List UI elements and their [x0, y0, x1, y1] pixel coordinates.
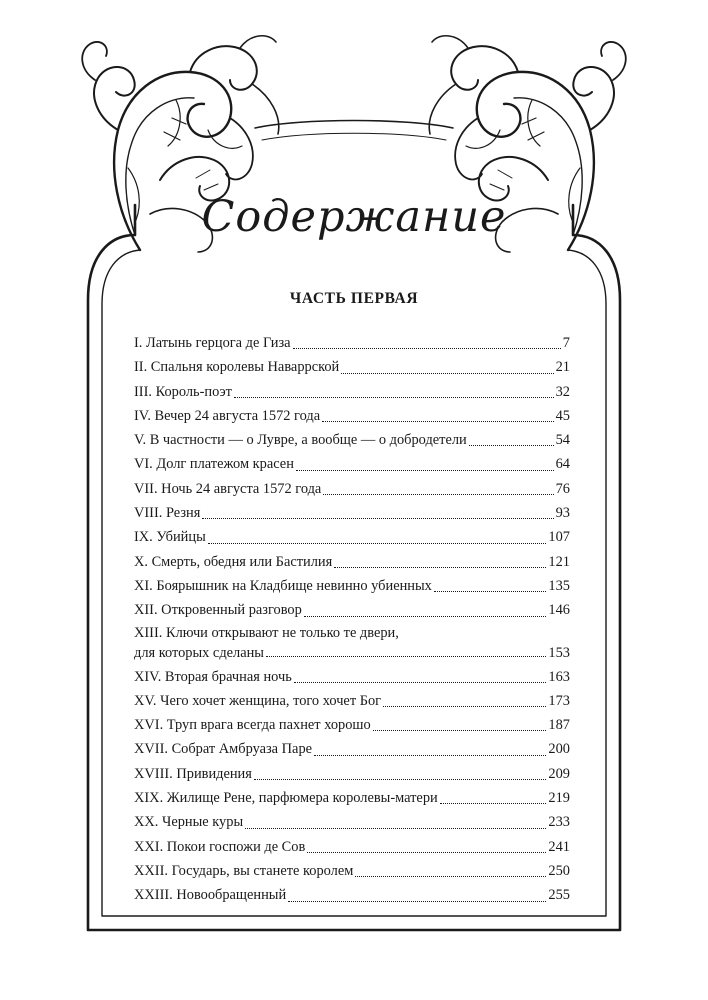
toc-entry-row: [134, 550, 570, 574]
toc-entry: [134, 835, 570, 859]
toc-entry-page-number: 241: [548, 838, 570, 855]
toc-entry-row: [134, 477, 570, 501]
toc-entry: [134, 689, 570, 713]
toc-entry-page-number: 135: [548, 577, 570, 594]
toc-entry-page-number: 54: [555, 432, 570, 449]
dot-leader: [245, 828, 546, 829]
dot-leader: [434, 591, 547, 592]
toc-entry-title: XXII. Государь, вы станете королем: [134, 862, 354, 879]
toc-entry-title: XV. Чего хочет женщина, того хочет Бог: [134, 692, 382, 709]
toc-entry-page-number: 121: [548, 553, 570, 570]
toc-entry-row: [134, 574, 570, 598]
toc-entry-row: [134, 404, 570, 428]
dot-leader: [383, 706, 546, 707]
toc-entry-title: II. Спальня королевы Наваррской: [134, 359, 340, 376]
toc-entry: [134, 380, 570, 404]
dot-leader: [307, 852, 546, 853]
toc-entry: [134, 665, 570, 689]
toc-entry-title: VI. Долг платежом красен: [134, 456, 294, 473]
toc-entry-title: V. В частности — о Лувре, а вообще — о добродетели: [134, 432, 467, 449]
toc-entry: [134, 477, 570, 501]
dot-leader: [234, 397, 554, 398]
toc-entry-row: [134, 737, 570, 761]
toc-entry-row: [134, 598, 570, 622]
toc-entry-page-number: 93: [555, 505, 570, 522]
toc-entry: [134, 574, 570, 598]
dot-leader: [294, 682, 547, 683]
toc-entry-row: [134, 331, 570, 355]
toc-entry-title: VII. Ночь 24 августа 1572 года: [134, 480, 322, 497]
toc-entry-title: VIII. Резня: [134, 505, 201, 522]
toc-entry-page-number: 7: [562, 335, 570, 351]
toc-entry-page-number: 153: [548, 644, 570, 661]
toc-entry-page-number: 146: [548, 602, 570, 619]
toc-entry-row: [134, 428, 570, 452]
toc-entry-row: [134, 859, 570, 883]
toc-entry-row: [134, 643, 570, 663]
toc-entry: [134, 550, 570, 574]
dot-leader: [254, 779, 547, 780]
toc-entry-page-number: 200: [548, 741, 570, 758]
toc-entry: [134, 762, 570, 786]
toc-entry-row: [134, 689, 570, 713]
toc-entry: [134, 786, 570, 810]
section-heading: ЧАСТЬ ПЕРВАЯ: [289, 290, 419, 307]
dot-leader: [355, 876, 546, 877]
toc-entry-title: IV. Вечер 24 августа 1572 года: [134, 407, 321, 424]
toc-entry-page-number: 64: [555, 456, 570, 473]
toc-entry: [134, 859, 570, 883]
toc-entry-row: [134, 525, 570, 549]
toc-entry-page-number: 21: [555, 359, 570, 376]
toc-entry-row: [134, 665, 570, 689]
toc-entry-title: XVI. Труп врага всегда пахнет хорошо: [134, 717, 371, 734]
toc-entry-title: XI. Боярышник на Кладбище невинно убиенных: [134, 577, 432, 594]
dot-leader: [334, 567, 546, 568]
dot-leader: [202, 518, 553, 519]
toc-entry-row: [134, 452, 570, 476]
toc-entry-row: [134, 810, 570, 834]
toc-entry-page-number: 255: [548, 887, 570, 904]
dot-leader: [266, 656, 546, 657]
toc-entry-page-number: 187: [548, 717, 570, 734]
dot-leader: [323, 494, 553, 495]
toc-entry-page-number: 32: [555, 383, 570, 400]
toc-entry-title: XIII. Ключи открывают не только те двери,: [134, 624, 399, 641]
toc-entry-title: XIV. Вторая брачная ночь: [134, 668, 292, 685]
toc-entry-title: XVII. Собрат Амбруаза Паре: [134, 741, 313, 758]
dot-leader: [288, 901, 546, 902]
toc-entry: [134, 737, 570, 761]
toc-entry-row: [134, 713, 570, 737]
toc-entry-page-number: 209: [548, 765, 570, 782]
toc-entry-page-number: 107: [548, 529, 570, 546]
toc-entry-row: [134, 786, 570, 810]
toc-entry-title: XXI. Покои госпожи де Сов: [134, 838, 306, 855]
dot-leader: [440, 803, 547, 804]
page-title: Содержание: [201, 192, 507, 242]
toc-entry-title: XIX. Жилище Рене, парфюмера королевы-матери: [134, 790, 438, 807]
dot-leader: [293, 348, 561, 349]
toc-entry-title: I. Латынь герцога де Гиза: [134, 335, 291, 351]
toc-entry-row: [134, 835, 570, 859]
toc-entry-title: XII. Откровенный разговор: [134, 602, 302, 619]
dot-leader: [296, 470, 554, 471]
dot-leader: [314, 755, 546, 756]
frame-top-arch: [255, 121, 453, 129]
toc-entry: [134, 452, 570, 476]
toc-entry-row: [134, 762, 570, 786]
toc-entry-page-number: 173: [548, 692, 570, 709]
toc-entry-title: XXIII. Новообращенный: [134, 887, 287, 904]
toc-entry: [134, 428, 570, 452]
toc-entry: [134, 623, 570, 665]
toc-entry: [134, 810, 570, 834]
toc-entry-title: X. Смерть, обедня или Бастилия: [134, 553, 333, 570]
toc-entry: [134, 883, 570, 907]
toc-entry-page-number: 233: [548, 814, 570, 831]
toc-entry: [134, 355, 570, 379]
toc-entry-title: III. Король-поэт: [134, 383, 232, 400]
toc-entry-page-number: 163: [548, 668, 570, 685]
toc-entry: [134, 598, 570, 622]
toc-entry-page-number: 250: [548, 862, 570, 879]
toc-entry-row: [134, 355, 570, 379]
dot-leader: [341, 373, 553, 374]
toc-entry-page-number: 45: [555, 407, 570, 424]
dot-leader: [469, 445, 554, 446]
toc-entry: [134, 404, 570, 428]
toc-entry-row: [134, 380, 570, 404]
dot-leader: [373, 730, 547, 731]
toc-entry-row: [134, 883, 570, 907]
toc-entry: [134, 331, 570, 355]
toc-entry-page-number: 76: [555, 480, 570, 497]
toc-entry: [134, 713, 570, 737]
toc-entry-title-continued: для которых сделаны: [134, 644, 264, 661]
table-of-contents: [134, 331, 570, 908]
toc-entry-page-number: 219: [548, 790, 570, 807]
dot-leader: [208, 543, 547, 544]
dot-leader: [322, 421, 554, 422]
toc-entry-title: XX. Черные куры: [134, 814, 244, 831]
dot-leader: [304, 616, 547, 617]
toc-entry-title: XVIII. Привидения: [134, 765, 252, 782]
toc-entry-title: IX. Убийцы: [134, 529, 206, 546]
toc-entry: [134, 501, 570, 525]
toc-entry: [134, 525, 570, 549]
toc-entry-row: [134, 501, 570, 525]
